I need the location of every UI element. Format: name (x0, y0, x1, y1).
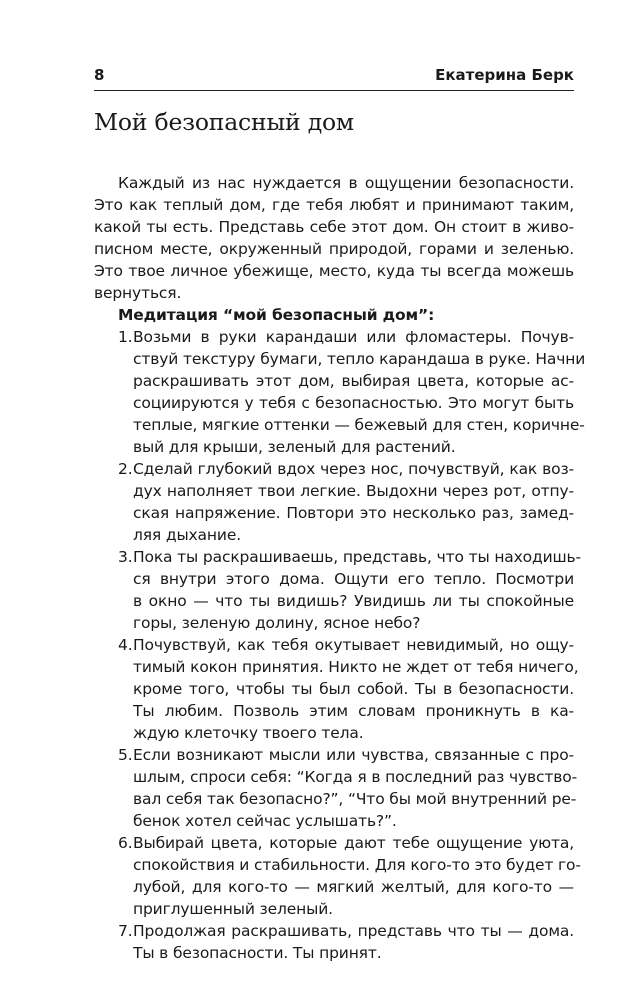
text-line: раскрашивать этот дом, выбирая цвета, которые ас- (133, 372, 574, 390)
text-line: Это твое личное убежище, место, куда ты всегда можешь (94, 262, 574, 280)
text-line: Почувствуй, как тебя окутывает невидимый, но ощу- (133, 636, 574, 654)
step-number: 5. (118, 746, 133, 764)
text-line: какой ты есть. Представь себе этот дом. Он стоит в живо- (94, 218, 574, 236)
text-line: вернуться. (94, 284, 182, 302)
step-number: 2. (118, 460, 133, 478)
step-number: 6. (118, 834, 133, 852)
text-line: ся внутри этого дома. Ощути его тепло. Посмотри (133, 570, 574, 588)
meditation-steps (94, 326, 586, 964)
text-line: Продолжая раскрашивать, представь что ты — дома. (133, 922, 574, 940)
step-number: 3. (118, 548, 133, 566)
text-line: Возьми в руки карандаши или фломастеры. Почув- (133, 328, 574, 346)
text-line: Сделай глубокий вдох через нос, почувствуй, как воз- (133, 460, 574, 478)
meditation-step-3 (94, 546, 581, 634)
running-author: Екатерина Берк (435, 66, 574, 84)
text-line: Пока ты раскрашиваешь, представь, что ты находишь- (133, 548, 581, 566)
step-number: 1. (118, 328, 133, 346)
meditation-step-1 (94, 326, 586, 458)
text-line: в окно — что ты видишь? Увидишь ли ты спокойные (133, 592, 574, 610)
text-line: кроме того, чтобы ты был собой. Ты в безопасности. (133, 680, 574, 698)
text-line: теплые, мягкие оттенки — бежевый для стен, коричне- (133, 416, 585, 434)
text-line: приглушенный зеленый. (133, 900, 333, 918)
text-line: ляя дыхание. (133, 526, 241, 544)
step-number: 7. (118, 922, 133, 940)
text-line: тимый кокон принятия. Никто не ждет от тебя ничего, (133, 658, 579, 676)
text-line: социируются у тебя с безопасностью. Это могут быть (133, 394, 574, 412)
step-number: 4. (118, 636, 133, 654)
body-text (94, 172, 586, 964)
text-line: ждую клеточку твоего тела. (133, 724, 364, 742)
page-number: 8 (94, 66, 105, 84)
text-line: ская напряжение. Повтори это несколько раз, замед- (133, 504, 574, 522)
text-line: бенок хотел сейчас услышать?”. (133, 812, 397, 830)
meditation-step-2 (94, 458, 574, 546)
meditation-step-5 (94, 744, 578, 832)
text-line: ствуй текстуру бумаги, тепло карандаша в руке. Начни (133, 350, 586, 368)
text-line: Если возникают мысли или чувства, связанные с про- (133, 746, 574, 764)
text-line: писном месте, окруженный природой, горами и зеленью. (94, 240, 574, 258)
text-line: лубой, для кого-то — мягкий желтый, для кого-то — (133, 878, 574, 896)
text-line: вый для крыши, зеленый для растений. (133, 438, 456, 456)
meditation-step-6 (94, 832, 581, 920)
text-line: спокойствия и стабильности. Для кого-то это будет го- (133, 856, 581, 874)
intro-paragraph (94, 172, 574, 304)
meditation-step-4 (94, 634, 579, 744)
meditation-heading: Медитация “мой безопасный дом”: (118, 306, 435, 324)
text-line: Выбирай цвета, которые дают тебе ощущение уюта, (133, 834, 574, 852)
text-line: Каждый из нас нуждается в ощущении безопасности. (118, 174, 574, 192)
text-line: горы, зеленую долину, ясное небо? (133, 614, 421, 632)
text-line: вал себя так безопасно?”, “Что бы мой внутренний ре- (133, 790, 577, 808)
text-line: Это как теплый дом, где тебя любят и принимают таким, (94, 196, 574, 214)
meditation-step-7 (94, 920, 574, 964)
chapter-title: Мой безопасный дом (94, 108, 354, 136)
text-line: Ты в безопасности. Ты принят. (133, 944, 382, 962)
running-header (94, 62, 574, 91)
text-line: шлым, спроси себя: “Когда я в последний раз чувство- (133, 768, 578, 786)
text-line: дух наполняет твои легкие. Выдохни через рот, отпу- (133, 482, 574, 500)
text-line: Ты любим. Позволь этим словам проникнуть в ка- (133, 702, 574, 720)
